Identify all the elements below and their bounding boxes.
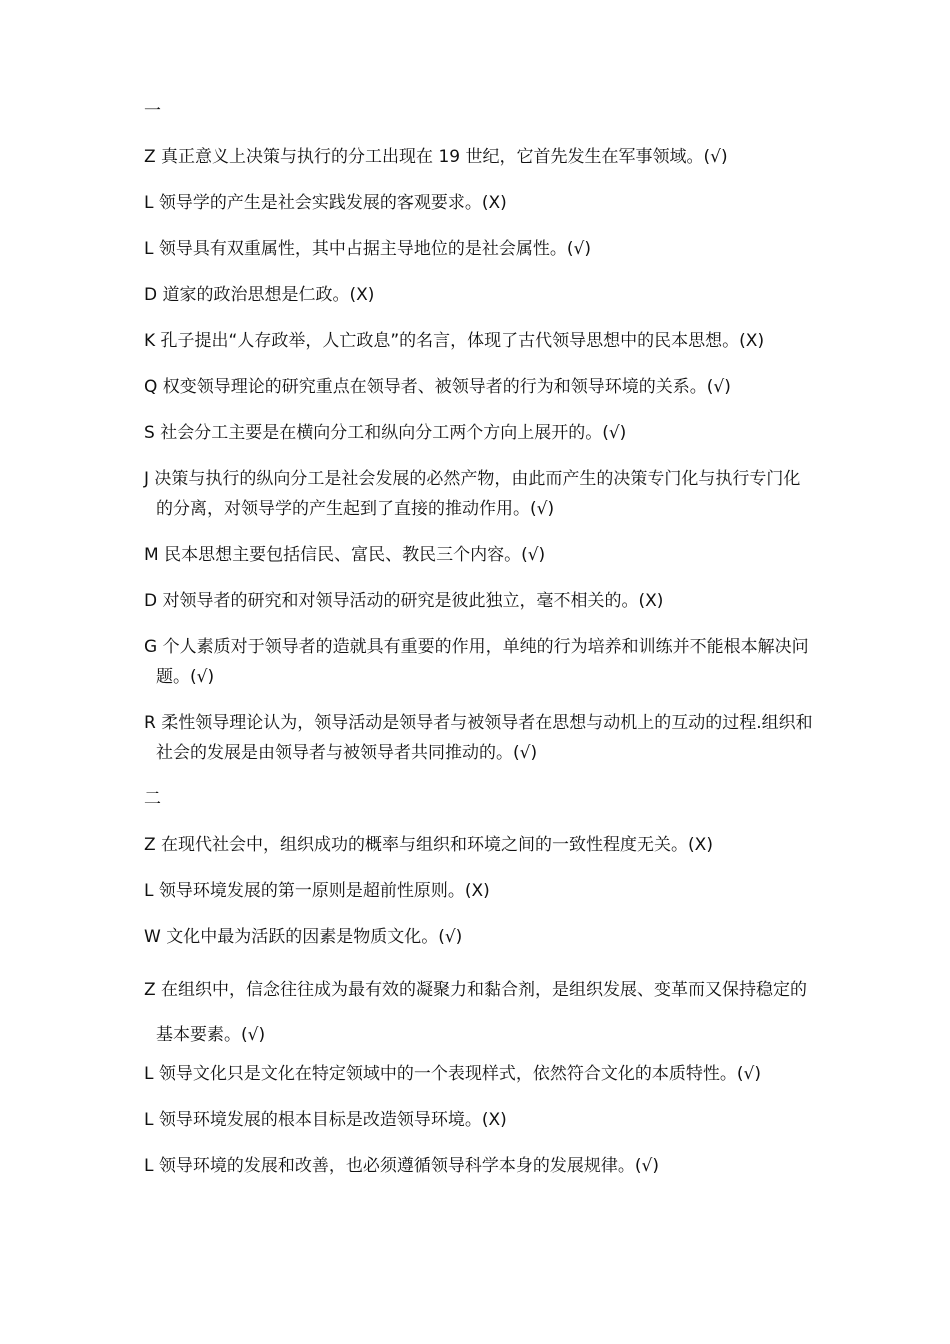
statement-item: J 决策与执行的纵向分工是社会发展的必然产物，由此而产生的决策专门化与执行专门化的分离，对领导学的产生起到了直接的推动作用。(√) xyxy=(144,469,801,519)
statement-item: M 民本思想主要包括信民、富民、教民三个内容。(√) xyxy=(144,545,546,565)
statement-item: L 领导文化只是文化在特定领域中的一个表现样式，依然符合文化的本质特性。(√) xyxy=(144,1064,761,1084)
statement-item: L 领导学的产生是社会实践发展的客观要求。(X) xyxy=(144,193,507,213)
statement-item: Z 真正意义上决策与执行的分工出现在 19 世纪，它首先发生在军事领域。(√) xyxy=(144,147,728,167)
section-heading-2: 二 xyxy=(144,789,163,809)
statement-item: L 领导具有双重属性，其中占据主导地位的是社会属性。(√) xyxy=(144,239,591,259)
statement-item: L 领导环境发展的第一原则是超前性原则。(X) xyxy=(144,881,490,901)
statement-item: L 领导环境发展的根本目标是改造领导环境。(X) xyxy=(144,1110,507,1130)
statement-item: Z 在组织中，信念往往成为最有效的凝聚力和黏合剂，是组织发展、变革而又保持稳定的基本要素。(√) xyxy=(144,980,808,1045)
statement-item: S 社会分工主要是在横向分工和纵向分工两个方向上展开的。(√) xyxy=(144,423,627,443)
statement-item: L 领导环境的发展和改善，也必须遵循领导科学本身的发展规律。(√) xyxy=(144,1156,659,1176)
statement-item: Q 权变领导理论的研究重点在领导者、被领导者的行为和领导环境的关系。(√) xyxy=(144,377,731,397)
statement-item: D 对领导者的研究和对领导活动的研究是彼此独立，毫不相关的。(X) xyxy=(144,591,664,611)
statement-item: D 道家的政治思想是仁政。(X) xyxy=(144,285,375,305)
section-heading-1: 一 xyxy=(144,101,163,121)
statement-item: Z 在现代社会中，组织成功的概率与组织和环境之间的一致性程度无关。(X) xyxy=(144,835,713,855)
statement-item: G 个人素质对于领导者的造就具有重要的作用，单纯的行为培养和训练并不能根本解决问题。(√) xyxy=(144,637,809,687)
statement-item: R 柔性领导理论认为，领导活动是领导者与被领导者在思想与动机上的互动的过程.组织和社会的发展是由领导者与被领导者共同推动的。(√) xyxy=(144,713,813,763)
statement-item: W 文化中最为活跃的因素是物质文化。(√) xyxy=(144,927,463,947)
document-content xyxy=(144,96,814,1197)
statement-item: K 孔子提出“人存政举，人亡政息”的名言，体现了古代领导思想中的民本思想。(X) xyxy=(144,331,765,351)
